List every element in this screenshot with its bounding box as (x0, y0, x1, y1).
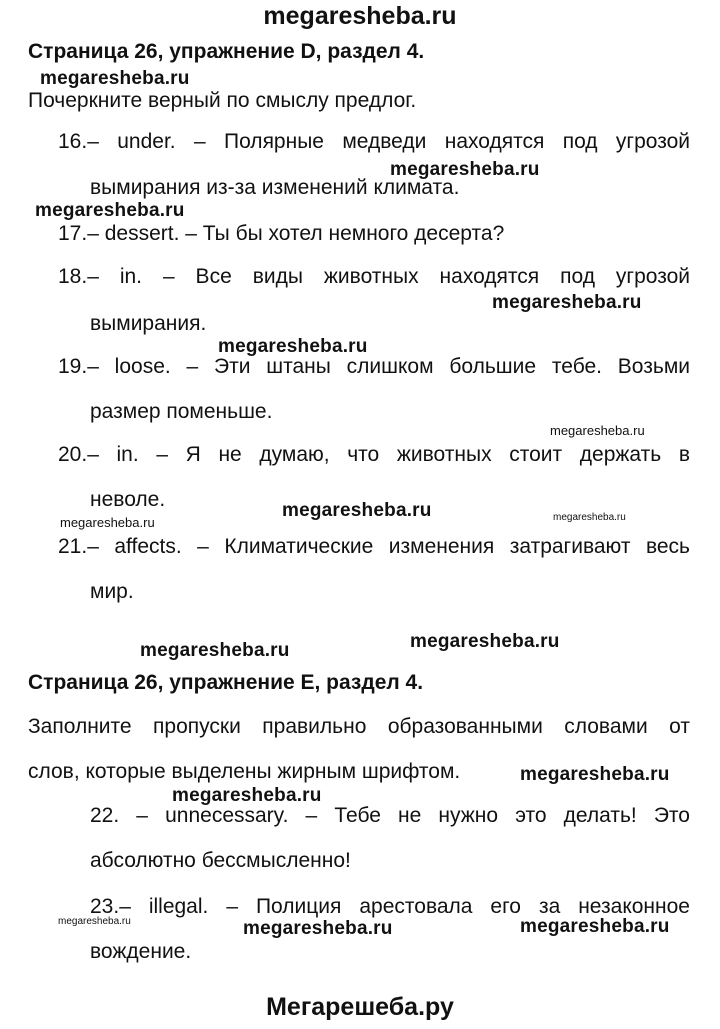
watermark: megaresheba.ru (140, 640, 290, 661)
watermark: megaresheba.ru (410, 631, 560, 652)
watermark: megaresheba.ru (520, 764, 670, 785)
section-e-heading: Страница 26, упражнение E, раздел 4. (28, 671, 424, 694)
item-22-line2: абсолютно бессмысленно! (90, 849, 351, 872)
watermark: megaresheba.ru (40, 68, 190, 89)
watermark: megaresheba.ru (282, 500, 432, 521)
item-22-line1: 22. – unnecessary. – Тебе не нужно это делать! Это (90, 804, 690, 827)
watermark: megaresheba.ru (550, 423, 645, 438)
watermark: megaresheba.ru (492, 292, 642, 313)
item-19-line1: 19.– loose. – Эти штаны слишком большие тебе. Возьми (58, 355, 690, 378)
watermark: megaresheba.ru (243, 918, 393, 939)
site-header: megaresheba.ru (263, 2, 457, 30)
item-21-line2: мир. (90, 580, 134, 603)
item-23-line2: вождение. (90, 940, 192, 963)
watermark: megaresheba.ru (390, 159, 540, 180)
section-d-heading: Страница 26, упражнение D, раздел 4. (28, 40, 425, 63)
item-21-line1: 21.– affects. – Климатические изменения затрагивают весь (58, 535, 690, 558)
item-16-line2: вымирания из-за изменений климата. (90, 176, 460, 199)
watermark: megaresheba.ru (60, 515, 155, 530)
watermark: megaresheba.ru (218, 336, 368, 357)
item-20-line1: 20.– in. – Я не думаю, что животных стоит держать в (58, 443, 690, 466)
footer-title: Мегарешеба.ру (266, 993, 454, 1021)
watermark: megaresheba.ru (520, 916, 670, 937)
section-e-instruction-line2: слов, которые выделены жирным шрифтом. (28, 760, 461, 783)
item-20-line2: неволе. (90, 488, 166, 511)
watermark: megaresheba.ru (172, 785, 322, 806)
watermark: megaresheba.ru (553, 512, 626, 523)
item-18-line2: вымирания. (90, 312, 207, 335)
item-16-line1: 16.– under. – Полярные медведи находятся под угрозой (58, 130, 690, 153)
item-18-line1: 18.– in. – Все виды животных находятся под угрозой (58, 265, 690, 288)
watermark: megaresheba.ru (58, 916, 131, 927)
item-23-line1: 23.– illegal. – Полиция арестовала его за незаконное (90, 895, 690, 918)
watermark: megaresheba.ru (35, 200, 185, 221)
item-19-line2: размер поменьше. (90, 400, 273, 423)
section-e-instruction-line1: Заполните пропуски правильно образованными словами от (28, 715, 690, 738)
item-17-line1: 17.– dessert. – Ты бы хотел немного десерта? (58, 222, 505, 245)
section-d-instruction: Почеркните верный по смыслу предлог. (28, 89, 417, 112)
